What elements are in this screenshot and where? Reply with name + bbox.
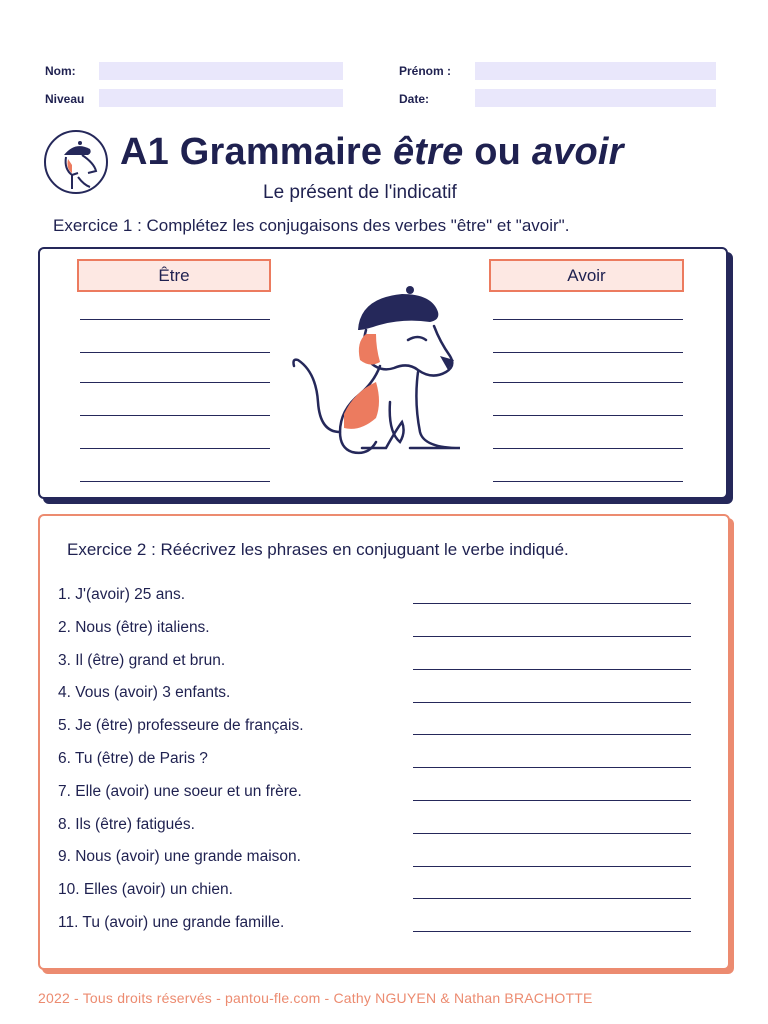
page-title [120, 131, 624, 174]
answer-line-4[interactable] [413, 702, 691, 703]
sentence-10: 10. Elles (avoir) un chien. [58, 881, 233, 898]
footer-copyright: 2022 - Tous droits réservés - pantou-fle.com - Cathy NGUYEN & Nathan BRACHOTTE [38, 990, 593, 1006]
answer-line-9[interactable] [413, 866, 691, 867]
etre-answer-line[interactable] [80, 448, 270, 449]
sentence-6: 6. Tu (être) de Paris ? [58, 750, 208, 767]
sentence-2: 2. Nous (être) italiens. [58, 619, 210, 636]
sentence-11: 11. Tu (avoir) une grande famille. [58, 914, 285, 931]
exercise2-box [38, 514, 730, 970]
sentence-3: 3. Il (être) grand et brun. [58, 652, 226, 669]
etre-answer-line[interactable] [80, 319, 270, 320]
answer-line-11[interactable] [413, 931, 691, 932]
sentence-7: 7. Elle (avoir) une soeur et un frère. [58, 783, 302, 800]
answer-line-5[interactable] [413, 734, 691, 735]
avoir-answer-line[interactable] [493, 382, 683, 383]
sentence-1: 1. J'(avoir) 25 ans. [58, 586, 186, 603]
etre-header: Être [77, 259, 271, 292]
nom-field[interactable] [99, 62, 343, 80]
etre-answer-line[interactable] [80, 382, 270, 383]
avoir-answer-line[interactable] [493, 319, 683, 320]
page-subtitle: Le présent de l'indicatif [263, 182, 457, 203]
date-field[interactable] [475, 89, 716, 107]
avoir-answer-line[interactable] [493, 352, 683, 353]
dog-illustration-icon [290, 282, 470, 464]
sentence-8: 8. Ils (être) fatigués. [58, 816, 195, 833]
title-part3: ou [463, 131, 532, 173]
etre-answer-line[interactable] [80, 481, 270, 482]
niveau-label: Niveau [45, 92, 85, 106]
prenom-field[interactable] [475, 62, 716, 80]
avoir-answer-line[interactable] [493, 448, 683, 449]
avoir-answer-line[interactable] [493, 481, 683, 482]
date-label: Date: [399, 92, 430, 106]
etre-answer-line[interactable] [80, 415, 270, 416]
etre-answer-line[interactable] [80, 352, 270, 353]
nom-label: Nom: [45, 64, 76, 78]
avoir-answer-line[interactable] [493, 415, 683, 416]
answer-line-6[interactable] [413, 767, 691, 768]
sentence-9: 9. Nous (avoir) une grande maison. [58, 848, 301, 865]
exercise1-instruction: Exercice 1 : Complétez les conjugaisons des verbes "être" et "avoir". [53, 216, 570, 235]
answer-line-3[interactable] [413, 669, 691, 670]
sentence-4: 4. Vous (avoir) 3 enfants. [58, 684, 231, 701]
answer-line-1[interactable] [413, 603, 691, 604]
dog-logo-icon [42, 129, 110, 195]
title-etre: être [392, 131, 464, 173]
sentence-5: 5. Je (être) professeure de français. [58, 717, 304, 734]
prenom-label: Prénom : [399, 64, 452, 78]
answer-line-8[interactable] [413, 833, 691, 834]
answer-line-2[interactable] [413, 636, 691, 637]
answer-line-10[interactable] [413, 898, 691, 899]
exercise2-instruction: Exercice 2 : Réécrivez les phrases en conjuguant le verbe indiqué. [67, 540, 569, 559]
answer-line-7[interactable] [413, 800, 691, 801]
title-avoir: avoir [531, 131, 624, 173]
niveau-field[interactable] [99, 89, 343, 107]
title-part1: A1 Grammaire [120, 131, 393, 173]
avoir-header: Avoir [489, 259, 684, 292]
